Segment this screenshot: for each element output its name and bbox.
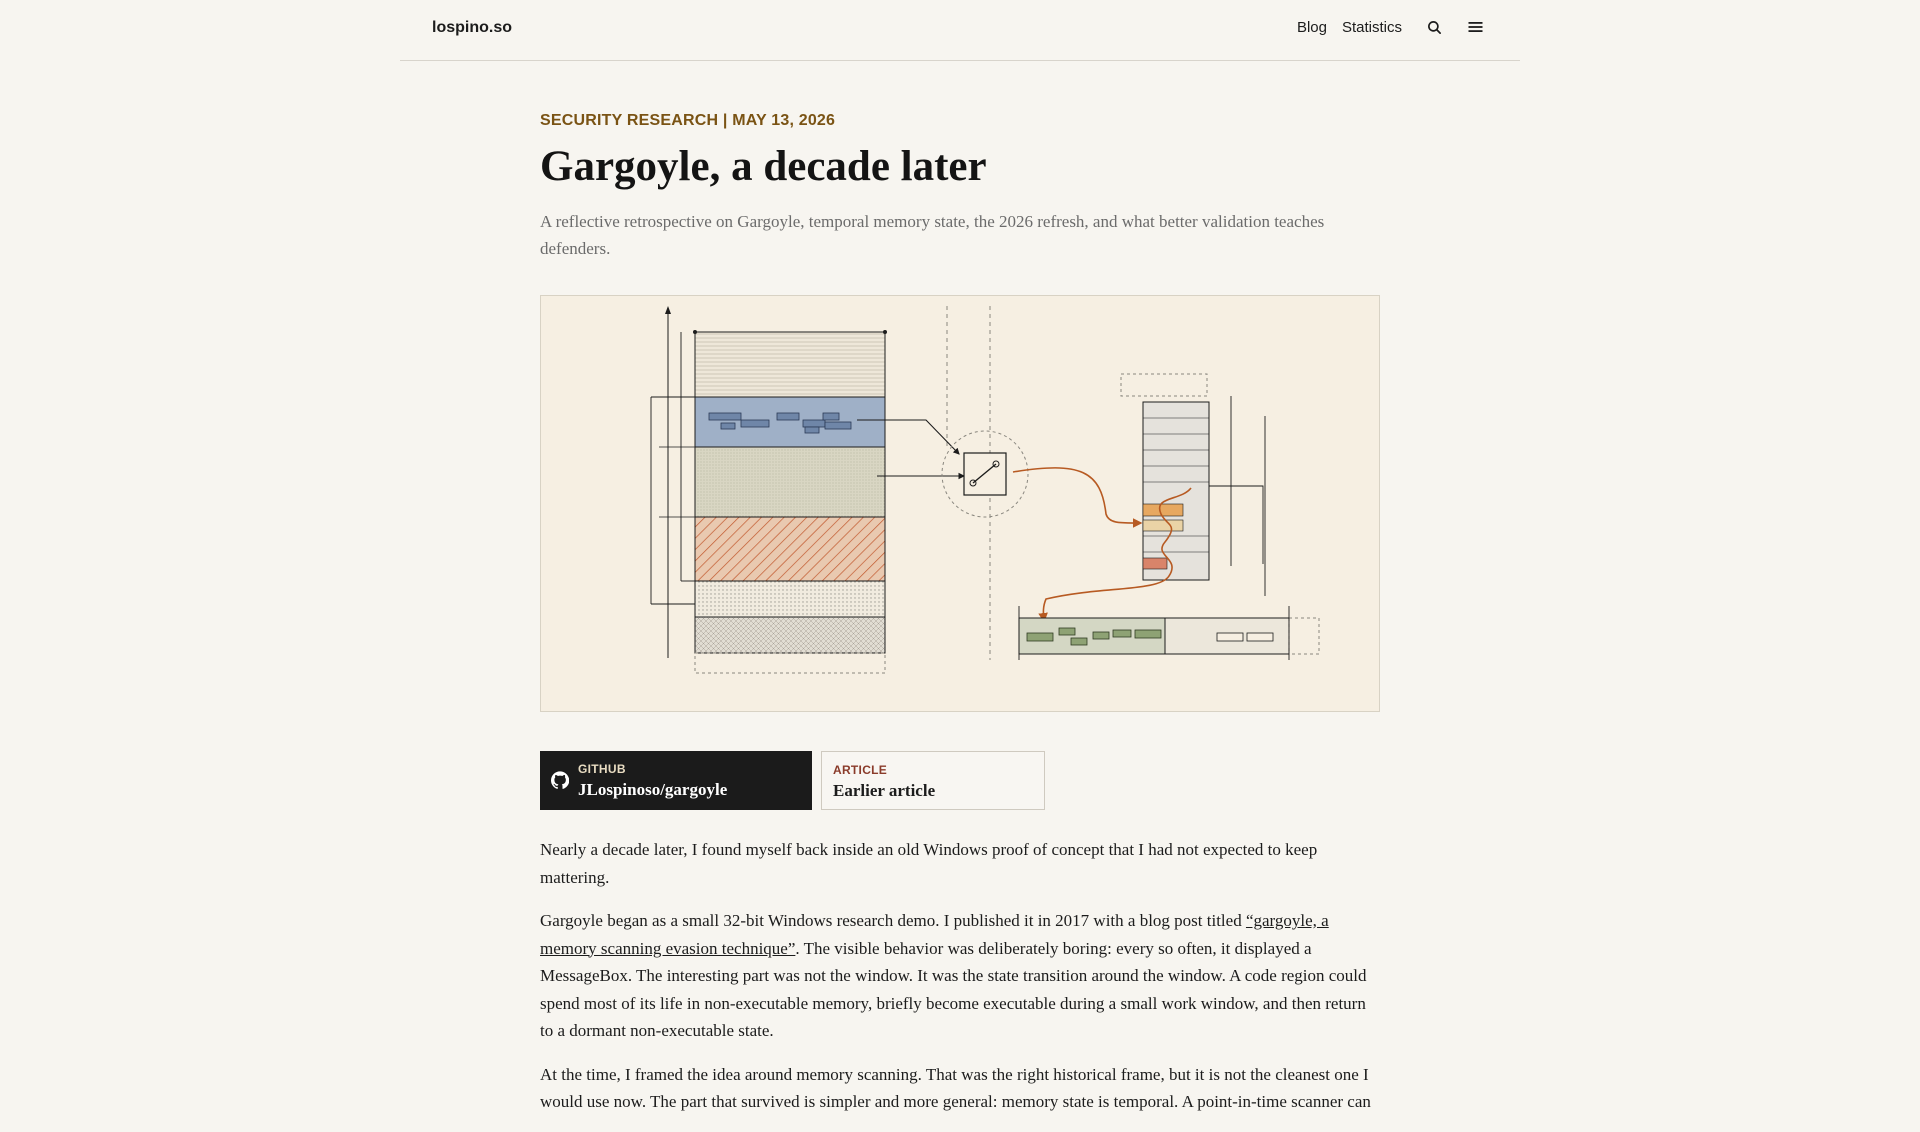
article-card-title: Earlier article (833, 781, 936, 800)
earlier-blog-post-link[interactable]: “gargoyle, a memory scanning evasion technique” (540, 911, 1329, 958)
hero-illustration (540, 295, 1380, 712)
github-icon (551, 771, 569, 789)
github-card[interactable] (540, 751, 812, 810)
body-paragraph-2-end: . The visible behavior was deliberately boring: every so often, it displayed a MessageBox. The interesting part was not the window. It was the state transition around the window. A code region could spend most of its life in non-executable memory, briefly become executable during a small work window, and then return to a dormant non-executable state. (540, 938, 1367, 1040)
article-card-label: ARTICLE (833, 763, 888, 777)
memory-stack-right (1013, 374, 1265, 621)
search-icon[interactable] (1425, 18, 1443, 36)
body-paragraph-2-start: Gargoyle began as a small 32-bit Windows research demo. I published it in 2017 with a blog post titled (540, 911, 1246, 930)
article-body (540, 836, 1382, 1132)
article-kicker: SECURITY RESEARCH | MAY 13, 2026 (540, 112, 836, 129)
menu-icon[interactable] (1466, 18, 1484, 36)
memory-stack-left (651, 306, 887, 673)
site-header (400, 0, 1520, 61)
body-paragraph-2 (540, 907, 1382, 1045)
nav-statistics-link[interactable]: Statistics (1341, 18, 1402, 36)
nav-blog-link[interactable]: Blog (1296, 18, 1327, 36)
article-title: Gargoyle, a decade later (540, 143, 987, 190)
site-nav (1297, 18, 1484, 36)
body-paragraph-3: At the time, I framed the idea around memory scanning. That was the right historical frame, but it is not the cleanest one I would use now. The part that survived is simpler and more general: memory state is temporal. A point-in-time scanner can (540, 1064, 1371, 1111)
memory-strip-bottom (1019, 606, 1319, 660)
earlier-article-card[interactable] (821, 751, 1045, 810)
github-card-title: JLospinoso/gargoyle (578, 780, 728, 799)
body-paragraph-1: Nearly a decade later, I found myself back inside an old Windows proof of concept that I had not expected to keep mattering. (540, 840, 1318, 887)
github-card-label: GITHUB (578, 762, 626, 776)
article-dek: A reflective retrospective on Gargoyle, temporal memory state, the 2026 refresh, and what better validation teaches defenders. (540, 212, 1325, 258)
site-brand-link[interactable]: lospino.so (432, 19, 512, 36)
resource-cards (540, 751, 1045, 810)
